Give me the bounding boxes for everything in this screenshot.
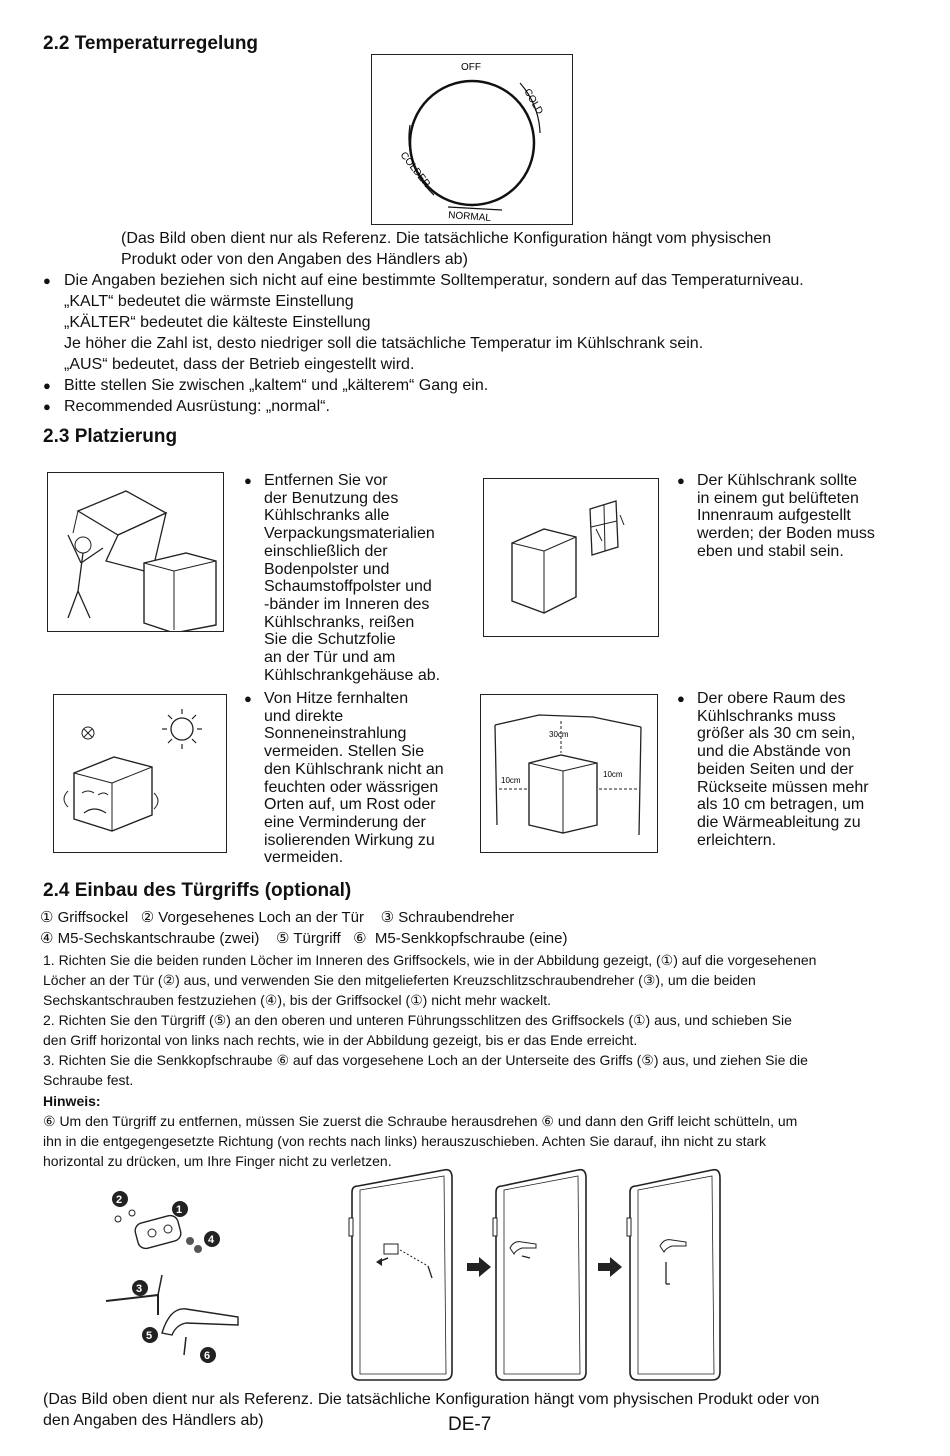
bullet-icon: ●	[677, 473, 685, 488]
dial-label-cold: COLD	[521, 87, 545, 117]
bottom-caption-line-1: (Das Bild oben dient nur als Referenz. Die tatsächliche Konfiguration hängt vom physischen Produkt oder von	[43, 1391, 820, 1408]
thermostat-dial-figure	[371, 54, 573, 225]
section-heading-placement: 2.3 Platzierung	[43, 426, 178, 447]
bullet-icon: ●	[677, 691, 685, 706]
bullet-setting-advice: ● Bitte stellen Sie zwischen „kaltem“ und „kälterem“ Gang ein.	[43, 377, 489, 394]
bullet-icon: ●	[244, 691, 252, 706]
hint-label: Hinweis:	[43, 1093, 101, 1109]
step-line: Sechskantschrauben festzuziehen (④), bis der Griffsockel (①) nicht mehr wackelt.	[43, 992, 552, 1008]
bullet-recommended: ● Recommended Ausrüstung: „normal“.	[43, 398, 330, 415]
part-number-3-icon	[132, 1280, 148, 1296]
step-arrow-2-icon	[598, 1256, 622, 1278]
clearance-figure	[480, 694, 658, 853]
bullet-line: „KÄLTER“ bedeutet die kälteste Einstellung	[64, 314, 371, 331]
step-line: 3. Richten Sie die Senkkopfschraube ⑥ auf das vorgesehene Loch an der Unterseite des Griffs (⑤) aus, und ziehen Sie die	[43, 1052, 808, 1068]
bullet-icon: ●	[43, 399, 51, 414]
fridge-handle-slide-icon	[492, 1166, 592, 1388]
bullet-line: Die Angaben beziehen sich nicht auf eine bestimmte Solltemperatur, sondern auf das Temperaturniveau.	[64, 272, 804, 289]
parts-list-line-2: ④ M5-Sechskantschraube (zwei) ⑤ Türgriff ⑥ M5-Senkkopfschraube (eine)	[40, 930, 568, 947]
step-line: den Griff horizontal von links nach rechts, wie in der Abbildung gezeigt, bis er das Ende erreicht.	[43, 1032, 638, 1048]
dial-label-off: OFF	[461, 62, 481, 73]
bullet-temperature-info	[43, 270, 923, 375]
figure-caption-line-2: Produkt oder von den Angaben des Händlers ab)	[121, 251, 468, 268]
page-number: DE-7	[448, 1414, 492, 1435]
dial-label-colder: COLDER	[397, 150, 432, 190]
bullet-icon: ●	[43, 273, 51, 288]
ventilated-room-figure	[483, 478, 659, 637]
section-heading-door-handle: 2.4 Einbau des Türgriffs (optional)	[43, 880, 352, 901]
part-number-2-icon	[112, 1191, 128, 1207]
handle-parts-illustration-icon	[100, 1185, 240, 1375]
heat-sun-figure	[53, 694, 227, 853]
svg-text:5: 5	[146, 1330, 153, 1342]
part-number-6-icon	[200, 1347, 216, 1363]
clearance-left-label: 10cm	[501, 776, 521, 785]
placement-text-ventilation: ● Der Kühlschrank sollte in einem gut belüfteten Innenraum aufgestellt werden; der Boden muss eben und stabil sein.	[677, 472, 875, 560]
placement-text-clearance: ● Der obere Raum des Kühlschranks muss größer als 30 cm sein, und die Abstände von beiden Seiten und der Rückseite müssen mehr als 10 cm betragen, um die Wärmeableitung zu erleichtern.	[677, 690, 869, 849]
installation-steps	[43, 950, 923, 1090]
unpacking-figure	[47, 472, 224, 632]
clearance-right-label: 10cm	[603, 770, 623, 779]
step-line: 1. Richten Sie die beiden runden Löcher im Inneren des Griffsockels, wie in der Abbildung gezeigt, (①) auf die vorgesehenen	[43, 952, 817, 968]
section-heading-temperature: 2.2 Temperaturregelung	[43, 33, 259, 54]
svg-text:2: 2	[116, 1194, 123, 1206]
bullet-icon: ●	[43, 378, 51, 393]
placement-text-unpacking: ● Entfernen Sie vor der Benutzung des Kühlschranks alle Verpackungsmaterialien einschließlich der Bodenpolster und Schaumstoffpolster und -bänder im Inneren des Kühlschranks, reißen Sie die Schutzfolie an der Tür und am Kühlschrankgehäuse ab.	[244, 472, 441, 684]
dial-label-normal: NORMAL	[447, 210, 492, 224]
placement-text-heat: ● Von Hitze fernhalten und direkte Sonneneinstrahlung vermeiden. Stellen Sie den Kühlschrank nicht an feuchten oder wässrigen Orten auf, um Rost oder eine Verminderung der isolierenden Wirkung zu vermeiden.	[244, 690, 444, 867]
parts-list-line-1: ① Griffsockel ② Vorgesehenes Loch an der Tür ③ Schraubendreher	[40, 909, 515, 926]
unpacking-illustration-icon	[48, 473, 223, 631]
step-line: Schraube fest.	[43, 1072, 134, 1088]
ventilated-room-illustration-icon	[484, 479, 658, 636]
bullet-icon: ●	[244, 473, 252, 488]
fridge-handle-screw-icon	[626, 1166, 726, 1388]
figure-caption-line-1: (Das Bild oben dient nur als Referenz. Die tatsächliche Konfiguration hängt vom physischen	[121, 230, 772, 247]
bullet-line: „KALT“ bedeutet die wärmste Einstellung	[64, 293, 354, 310]
fridge-step-2-figure	[492, 1166, 592, 1388]
fridge-step-1-figure	[348, 1166, 460, 1388]
heat-sun-illustration-icon	[54, 695, 226, 852]
part-number-5-icon	[142, 1327, 158, 1343]
svg-text:6: 6	[204, 1350, 211, 1362]
step-arrow-1-icon	[467, 1256, 491, 1278]
part-number-1-icon	[172, 1201, 188, 1217]
bottom-caption-line-2: den Angaben des Händlers ab)	[43, 1412, 264, 1429]
step-line: Löcher an der Tür (②) aus, und verwenden Sie den mitgelieferten Kreuzschlitzschraubendreher (③), um die beiden	[43, 972, 756, 988]
step-line: 2. Richten Sie den Türgriff (⑤) an den oberen und unteren Führungsschlitzen des Griffsockels (①) aus, und schieben Sie	[43, 1012, 792, 1028]
part-number-4-icon	[204, 1231, 220, 1247]
svg-text:3: 3	[136, 1283, 143, 1295]
handle-parts-figure	[100, 1185, 240, 1375]
clearance-top-label: 30cm	[549, 730, 569, 739]
bullet-line: Je höher die Zahl ist, desto niedriger soll die tatsächliche Temperatur im Kühlschrank sein.	[64, 335, 704, 352]
hint-text: ⑥ Um den Türgriff zu entfernen, müssen Sie zuerst die Schraube herausdrehen ⑥ und dann den Griff leicht schütteln, um ihn in die entgegengesetzte Richtung (von rechts nach links) herauszuschieben. Achten Sie darauf, ihn nicht zu stark horizontal zu drücken, um Ihre Finger nicht zu verletzen.	[43, 1113, 798, 1169]
clearance-illustration-icon	[481, 695, 657, 852]
svg-text:4: 4	[208, 1234, 215, 1246]
bullet-line: „AUS“ bedeutet, dass der Betrieb eingestellt wird.	[64, 356, 415, 373]
thermostat-dial-icon	[372, 55, 572, 224]
fridge-step-3-figure	[626, 1166, 726, 1388]
svg-text:1: 1	[176, 1204, 183, 1216]
fridge-handle-mount-icon	[348, 1166, 460, 1388]
